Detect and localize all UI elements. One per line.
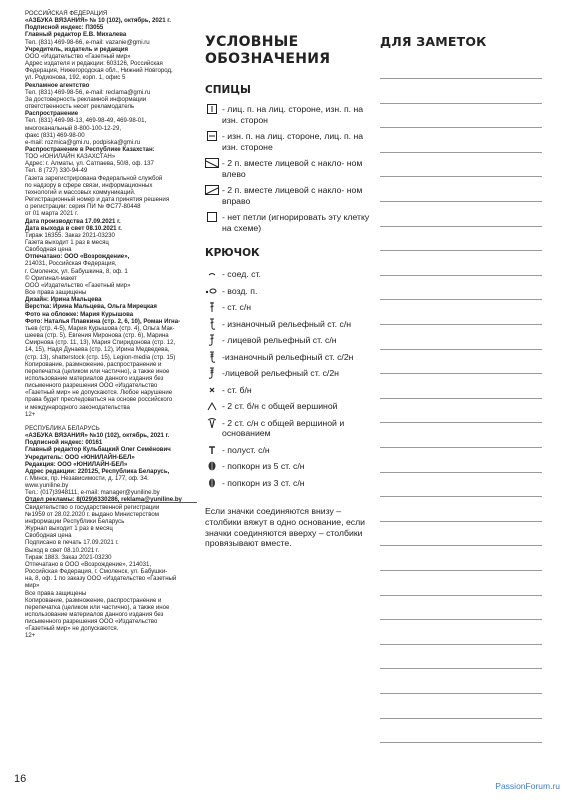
legend-text: - 2 ст. с/н с общей вершиной и основанием — [222, 417, 345, 438]
imprint-line: 12+ — [25, 410, 36, 418]
legend-item — [205, 158, 370, 179]
legend-text: - ст. с/н — [222, 302, 252, 312]
imprint-line: Смирнова (стр. 11, 13), Мария Спиридонова (стр. 12, — [25, 339, 176, 347]
sc-icon — [205, 385, 219, 395]
legend-text: - изн. п. на лиц. стороне, лиц. п. на изн. стороне — [222, 131, 364, 152]
sc2tog-icon — [205, 401, 219, 411]
note-line — [380, 201, 542, 202]
legend-item — [205, 461, 370, 472]
imprint-line: тьев (стр. 4-5), Мария Курышова (стр. 4), Ольга Мак- — [25, 324, 175, 332]
note-line — [380, 299, 542, 300]
imprint-line: №1959 от 28.02.2020 г. выдано Министерством — [25, 510, 159, 518]
legend-note: Если значки соединяются внизу – столбики вяжут в одно основание, если значки соединяются вверху – столбики провязывают вместе. — [205, 506, 366, 549]
note-line — [380, 496, 542, 497]
legend-item — [205, 302, 370, 313]
imprint-line: 14, 15), Надя Дунаева (стр. 12), Ирина Медведева, — [25, 346, 170, 354]
imprint-line: Тираж 16355. Заказ 2021-03230 — [25, 231, 115, 239]
legend-item — [205, 286, 370, 297]
note-line — [380, 78, 542, 79]
note-line — [380, 226, 542, 227]
legend-item — [205, 104, 370, 125]
imprint-line: письменного разрешения ООО «Издательство — [25, 618, 158, 626]
imprint-line: © Оригинал-макет — [25, 274, 77, 282]
imprint-line: Свидетельство о государственной регистрации — [25, 503, 160, 511]
imprint-line: За достоверность рекламной информации — [25, 95, 147, 103]
front-post-icon — [205, 335, 219, 345]
imprint-line: перепечатка (целиком или частично), а также иное — [25, 367, 170, 375]
note-line — [380, 742, 542, 743]
knitting-section-title: СПИЦЫ — [205, 84, 251, 96]
legend-text: - 2 ст. б/н с общей вершиной — [222, 401, 338, 411]
hdc-icon — [205, 445, 219, 455]
imprint-line: шеева (стр. 5), Евгения Миронова (стр. 6), Марина — [25, 332, 169, 340]
note-line — [380, 250, 542, 251]
legend-column — [205, 34, 370, 558]
imprint-line: использование материалов данного издания без — [25, 610, 164, 618]
imprint-line: Фото на обложке: Мария Курышова — [25, 310, 134, 318]
imprint-line: Распространение в Республике Казахстан: — [25, 145, 155, 153]
imprint-line: о регистрации: серия ПИ № ФС77-80448 — [25, 203, 141, 211]
front-post2-icon — [205, 368, 219, 378]
legend-item — [205, 368, 370, 379]
imprint-column — [25, 10, 200, 640]
imprint-line: Отпечатано в ООО «Возрождение», 214031, — [25, 560, 152, 568]
decrease-left-icon — [205, 158, 219, 168]
legend-item — [205, 401, 370, 412]
note-line — [380, 545, 542, 546]
imprint-line: Газета зарегистрирована Федеральной службой — [25, 174, 163, 182]
imprint-line: Тираж 1883. Заказ 2021-03230 — [25, 553, 112, 561]
imprint-divider — [25, 502, 197, 503]
note-line — [380, 570, 542, 571]
imprint-line: Дизайн: Ирина Мальцева — [25, 296, 102, 304]
crochet-legend-list — [205, 269, 370, 488]
notes-column — [380, 34, 542, 49]
imprint-line: Подписной индекс: П3055 — [25, 24, 104, 32]
popcorn5-icon — [205, 461, 219, 471]
legend-item — [205, 131, 370, 152]
imprint-line: ул. Родионова, 192, корп. 1, офис 5 — [25, 74, 126, 82]
imprint-line: Адрес редакции: 220125, Республика Беларусь, — [25, 467, 170, 475]
imprint-line: Регистрационный номер и дата принятия решения — [25, 196, 170, 204]
legend-item — [205, 319, 370, 330]
imprint-line: ТОО «ЮНИЛАЙН КАЗАХСТАН» — [25, 153, 116, 161]
legend-text: - попкорн из 5 ст. с/н — [222, 461, 305, 471]
legend-text: - изнаночный рельефный ст. с/н — [222, 318, 352, 329]
imprint-line: Выход в свет 08.10.2021 г. — [25, 546, 100, 554]
imprint-line: РЕСПУБЛИКА БЕЛАРУСЬ — [25, 424, 100, 432]
note-line — [380, 349, 542, 350]
note-line — [380, 324, 542, 325]
imprint-line: на, 8, оф. 1 по заказу ООО «Издательство «Газетный — [25, 575, 177, 583]
note-line — [380, 373, 542, 374]
imprint-line: Учредитель: ООО «ЮНИЛАЙН-БЕЛ» — [25, 453, 135, 461]
box-line-icon — [205, 104, 219, 114]
back-post2-icon — [205, 352, 219, 362]
legend-text: - лицевой рельефный ст. с/н — [222, 335, 337, 345]
imprint-line: информации Республики Беларусь — [25, 517, 125, 525]
imprint-line: «Газетный мир» не допускаются. Любое нарушение — [25, 389, 173, 397]
imprint-line: Отдел рекламы: 8(029)6330286, reklama@yuniline.by — [25, 496, 182, 504]
imprint-line: «Газетный мир» не допускаются. — [25, 625, 119, 633]
imprint-line: Тел. (831) 469-98-56, e-mail: reclama@gmi.ru — [25, 88, 151, 96]
legend-item — [205, 418, 370, 439]
imprint-line: факс (831) 469-98-00 — [25, 131, 85, 139]
imprint-line: и международного законодательства — [25, 403, 130, 411]
imprint-line: Редакция: ООО «ЮНИЛАЙН-БЕЛ» — [25, 460, 128, 468]
note-line — [380, 472, 542, 473]
imprint-line: использование материалов данного издания без — [25, 374, 164, 382]
imprint-line: многоканальный 8-800-100-12-29, — [25, 124, 122, 132]
imprint-line: Газета выходит 1 раз в месяц — [25, 239, 109, 246]
imprint-line: Копирование, размножение, распространение и — [25, 360, 162, 368]
page-number: 16 — [14, 773, 27, 785]
legend-title-line2: ОБОЗНАЧЕНИЯ — [205, 51, 331, 67]
crochet-section-title: КРЮЧОК — [205, 247, 260, 259]
imprint-line: г. Смоленск, ул. Бабушкина, 8, оф. 1 — [25, 267, 128, 275]
imprint-line: Журнал выходит 1 раз в месяц — [25, 525, 113, 533]
note-line — [380, 176, 542, 177]
legend-item — [205, 185, 370, 206]
imprint-line: Свободная цена — [25, 532, 72, 540]
legend-text: - попкорн из 3 ст. с/н — [222, 477, 305, 488]
imprint-line: письменного разрешения ООО «Издательство — [25, 382, 158, 390]
imprint-line: Учредитель, издатель и редакция — [25, 45, 129, 53]
legend-item — [205, 385, 370, 396]
legend-item — [205, 335, 370, 346]
note-line — [380, 521, 542, 522]
imprint-line: Тел. 8 (727) 330-94-49 — [25, 167, 88, 175]
legend-title-line1: УСЛОВНЫЕ — [205, 34, 299, 50]
dc2tog-icon — [205, 418, 219, 428]
imprint-line: (стр. 13), shatterstock (стр. 15), Legion-media (стр. 15) — [25, 353, 176, 361]
imprint-line: Подписной индекс: 00161 — [25, 439, 103, 447]
knitting-legend-list — [205, 104, 370, 233]
legend-text: - соед. ст. — [222, 269, 261, 279]
legend-item — [205, 478, 370, 489]
chain-icon — [205, 269, 219, 279]
legend-item — [205, 212, 370, 233]
imprint-line: Распространение — [25, 110, 79, 118]
imprint-line: e-mail: rozmica@gmi.ru, podpiska@gmi.ru — [25, 138, 141, 146]
note-line — [380, 595, 542, 596]
legend-text: - полуст. с/н — [222, 444, 270, 455]
imprint-belarus — [25, 425, 200, 640]
imprint-line: по надзору в сфере связи, информационных — [25, 181, 153, 189]
imprint-gap — [25, 418, 200, 422]
legend-text: - нет петли (игнорировать эту клетку на схеме) — [222, 212, 370, 233]
note-line — [380, 127, 542, 128]
note-line — [380, 693, 542, 694]
dc-icon — [205, 302, 219, 312]
legend-text: - ст. б/н — [222, 384, 252, 395]
imprint-russia — [25, 10, 200, 418]
imprint-line: Свободная цена — [25, 246, 72, 254]
imprint-line: 214031, Российская Федерация, — [25, 260, 117, 268]
note-line — [380, 275, 542, 276]
imprint-line: Федерация, Нижегородская обл., Нижний Новгород, — [25, 67, 173, 75]
note-line — [380, 718, 542, 719]
imprint-line: Дата производства 17.09.2021 г. — [25, 217, 121, 225]
note-line — [380, 152, 542, 153]
watermark: PassionForum.ru — [495, 781, 560, 791]
popcorn3-icon — [205, 478, 219, 488]
note-line — [380, 103, 542, 104]
notes-title: ДЛЯ ЗАМЕТОК — [380, 34, 487, 49]
imprint-line: Фото: Наталья Плавкина (стр. 2, 6, 10), Роман Игна- — [25, 317, 181, 325]
imprint-line: www.yuniline.by — [25, 482, 69, 490]
imprint-line: Адрес издателя и редакции: 603126, Российская — [25, 60, 163, 68]
imprint-line: Российская Федерация, г. Смоленск, ул. Бабушки- — [25, 568, 168, 576]
legend-item — [205, 269, 370, 280]
legend-item — [205, 445, 370, 456]
imprint-line: Рекламное агентство — [25, 81, 90, 89]
imprint-line: 12+ — [25, 632, 36, 640]
imprint-line: ООО «Издательство «Газетный мир» — [25, 281, 131, 289]
legend-text: -изнаночный рельефный ст. с/2н — [222, 351, 354, 362]
imprint-line: «АЗБУКА ВЯЗАНИЯ» №10 (102), октябрь, 2021 г. — [25, 432, 170, 440]
note-line — [380, 668, 542, 669]
note-line — [380, 398, 542, 399]
note-line — [380, 644, 542, 645]
empty-box-icon — [205, 212, 219, 222]
imprint-line: Главный редактор Е.В. Михалева — [25, 31, 127, 39]
legend-text: - 2 п. вместе лицевой с накло- ном вправо — [222, 185, 363, 206]
imprint-line: Дата выхода в свет 08.10.2021 г. — [25, 224, 122, 232]
note-line — [380, 619, 542, 620]
imprint-line: Копирование, размножение, распространение и — [25, 596, 162, 604]
imprint-line: Тел. (831) 469-98-66, e-mail: vazanie@gmi.ru — [25, 38, 150, 46]
imprint-line: мир» — [25, 582, 40, 590]
back-post-icon — [205, 319, 219, 329]
legend-text: - лиц. п. на лиц. стороне, изн. п. на изн. сторон — [222, 104, 364, 125]
note-line — [380, 422, 542, 423]
imprint-line: Верстка: Ирина Мальцева, Ольга Мирецкая — [25, 303, 157, 311]
imprint-line: от 01 марта 2021 г. — [25, 210, 79, 218]
imprint-line: ООО «Издательство «Газетный мир» — [25, 52, 131, 60]
decrease-right-icon — [205, 185, 219, 195]
note-line — [380, 447, 542, 448]
air-loop-icon — [205, 286, 219, 296]
imprint-line: Все права защищены — [25, 289, 87, 297]
legend-text: - возд. п. — [222, 285, 258, 296]
legend-text: - 2 п. вместе лицевой с накло- ном влево — [222, 158, 363, 179]
imprint-line: Отпечатано: ООО «Возрождение», — [25, 253, 130, 261]
legend-text: -лицевой рельефный ст. с/2н — [222, 368, 339, 378]
box-dash-icon — [205, 131, 219, 141]
imprint-line: ответственность несет рекламодатель — [25, 103, 135, 111]
imprint-line: технологий и массовых коммуникаций. — [25, 188, 136, 196]
imprint-line: Адрес: г. Алматы, ул. Сатпаева, 50/8, оф. 137 — [25, 160, 154, 168]
imprint-line: г. Минск, пр. Независимости, д. 177, оф. 34. — [25, 475, 149, 482]
imprint-line: Подписано в печать 17.09.2021 г. — [25, 539, 119, 547]
imprint-line: Тел.: (017)3948111, e-mail: manager@yuniline.by — [25, 489, 160, 497]
imprint-line: «АЗБУКА ВЯЗАНИЯ» № 10 (102), октябрь, 2021 г. — [25, 17, 171, 25]
imprint-line: РОССИЙСКАЯ ФЕДЕРАЦИЯ — [25, 10, 108, 17]
imprint-line: Главный редактор Кульбацкий Олег Семёнович — [25, 446, 171, 454]
imprint-line: права будет преследоваться на основе российского — [25, 396, 173, 404]
imprint-line: Все права защищены — [25, 589, 87, 597]
imprint-line: Тел. (831) 469-98-13, 469-98-49, 469-98-01, — [25, 117, 147, 125]
legend-item — [205, 352, 370, 363]
imprint-line: перепечатка (целиком или частично), а также иное — [25, 603, 170, 611]
